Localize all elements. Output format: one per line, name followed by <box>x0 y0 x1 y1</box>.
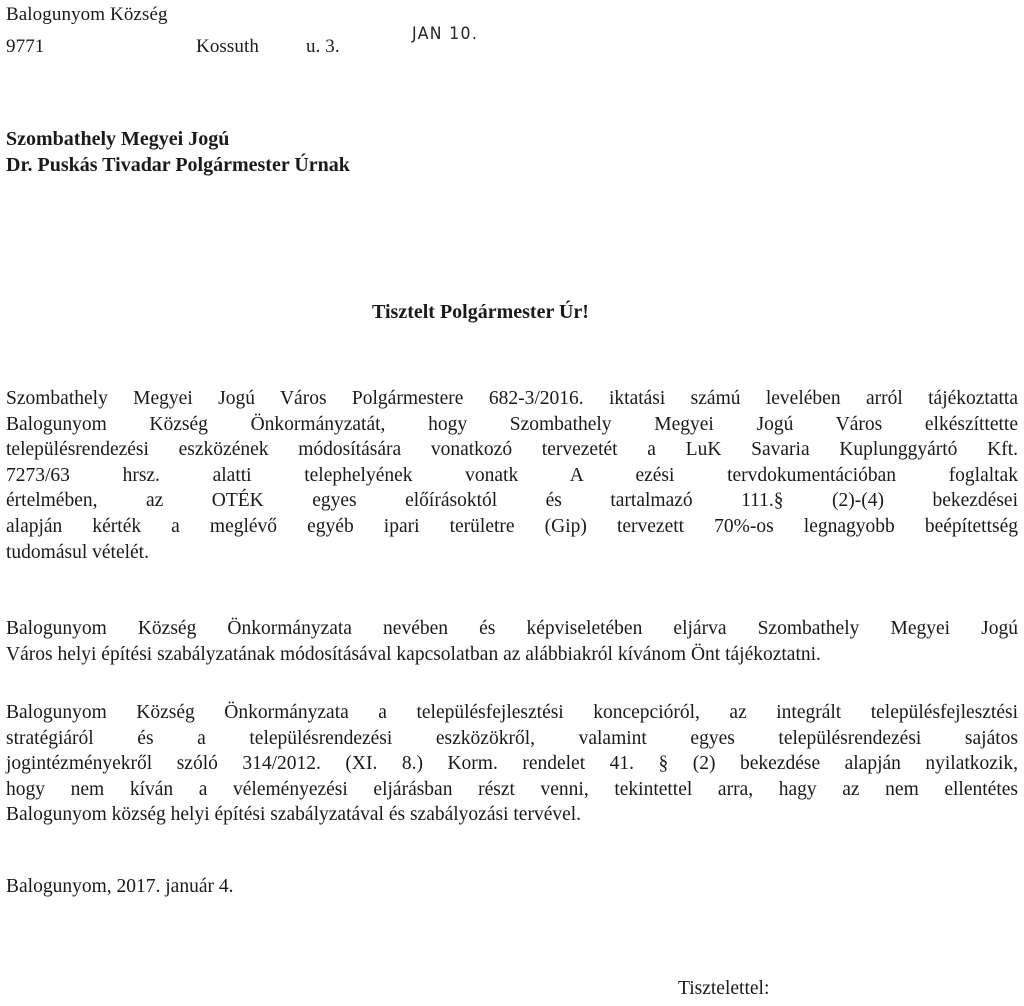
paragraph-1-line: tudomásul vételét. <box>6 541 149 563</box>
paragraph-3 <box>6 700 1018 828</box>
paragraph-3-line: Balogunyom község helyi építési szabályzatával és szabályozási tervével. <box>6 804 582 826</box>
paragraph-1-line: településrendezési eszközének módosítására vonatkozó tervezetét a LuK Savaria Kuplunggyártó Kft. <box>6 439 1018 461</box>
paragraph-1-line: értelmében, az OTÉK egyes előírásoktól és tartalmazó 111.§ (2)-(4) bekezdései <box>6 490 1018 512</box>
paragraph-1-line: alapján kérték a meglévő egyéb ipari területre (Gip) tervezett 70%-os legnagyobb beépítettség <box>6 515 1018 537</box>
paragraph-3-line: stratégiáról és a településrendezési eszközökről, valamint egyes településrendezési sajátos <box>6 727 1018 749</box>
paragraph-2 <box>6 616 1018 667</box>
paragraph-2-line: Balogunyom Község Önkormányzata nevében és képviseletében eljárva Szombathely Megyei Jogú <box>6 618 1018 639</box>
paragraph-3-line: hogy nem kíván a véleményezési eljárásban részt venni, tekintettel arra, hagy az nem ellentétes <box>6 778 1018 800</box>
sender-name: Balogunyom Község <box>6 4 168 25</box>
paragraph-1 <box>6 386 1018 565</box>
paragraph-3-line: jogintézményekről szóló 314/2012. (XI. 8.) Korm. rendelet 41. § (2) bekezdése alapján nyilatkozik, <box>6 753 1018 775</box>
paragraph-1-line: Szombathely Megyei Jogú Város Polgármestere 682-3/2016. iktatási számú levelében arról tájékoztatta <box>6 388 1018 409</box>
paragraph-2-line: Város helyi építési szabályzatának módosításával kapcsolatban az alábbiakról kívánom Önt tájékoztatni. <box>6 643 821 665</box>
closing: Tisztelettel: <box>678 978 770 999</box>
date-stamp: JAN 10. <box>412 24 479 44</box>
sender-zip: 9771 <box>6 36 45 57</box>
paragraph-1-line: Balogunyom Község Önkormányzatát, hogy Szombathely Megyei Jogú Város elkészíttette <box>6 413 1018 435</box>
recipient-line-2: Dr. Puskás Tivadar Polgármester Úrnak <box>6 154 350 176</box>
paragraph-3-line: Balogunyom Község Önkormányzata a településfejlesztési koncepcióról, az integrált településfejlesztési <box>6 702 1018 723</box>
sender-house-number: u. 3. <box>306 36 340 57</box>
paragraph-1-line: 7273/63 hrsz. alatti telephelyének vonatk A ezési tervdokumentációban foglaltak <box>6 464 1018 486</box>
recipient-line-1: Szombathely Megyei Jogú <box>6 128 230 150</box>
place-date: Balogunyom, 2017. január 4. <box>6 876 234 897</box>
salutation: Tisztelt Polgármester Úr! <box>372 301 589 323</box>
sender-street: Kossuth <box>196 36 259 57</box>
